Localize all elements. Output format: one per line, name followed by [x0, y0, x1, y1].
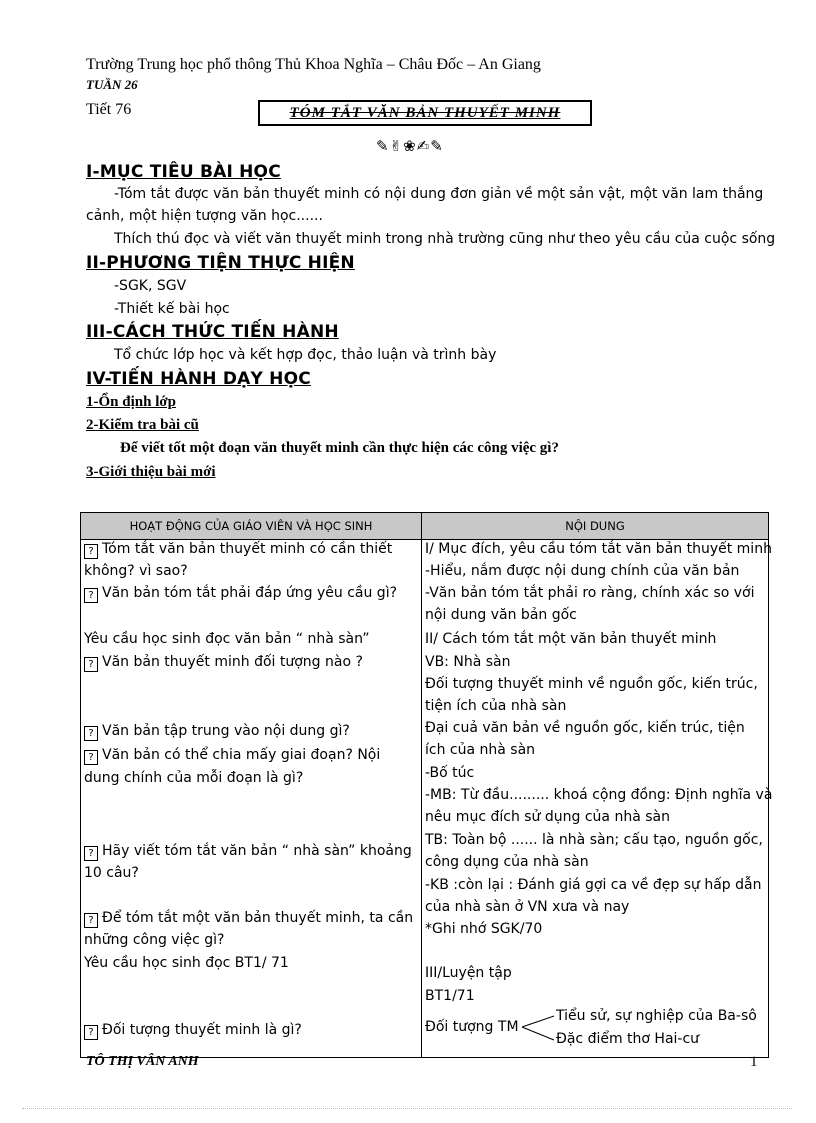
activity-line: ? Tóm tắt văn bản thuyết minh có cần thiết [84, 538, 414, 560]
table-header-content: NỘI DUNG [422, 513, 769, 540]
content-line: Đặc điểm thơ Hai-cư [556, 1031, 700, 1047]
objective-line: Thích thú đọc và viết văn thuyết minh trong nhà trường cũng như theo yêu cầu của cuộc sống [114, 231, 776, 247]
content-line: -Bố túc [425, 765, 475, 781]
subheading-stabilize: 1-Ổn định lớp [86, 394, 177, 410]
decorative-symbols: ✎✌❀✍✎ [376, 137, 444, 155]
period-label: Tiết 76 [86, 101, 132, 118]
content-line: *Ghi nhớ SGK/70 [425, 921, 543, 937]
content-line: của nhà sàn ở VN xưa và nay [425, 899, 630, 915]
section-heading-objectives: I-MỤC TIÊU BÀI HỌC [86, 162, 281, 182]
activity-line: ? Đối tượng thuyết minh là gì? [84, 1019, 414, 1041]
content-line: VB: Nhà sàn [425, 654, 511, 670]
activity-line: những công việc gì? [84, 932, 225, 948]
content-line: I/ Mục đích, yêu cầu tóm tắt văn bản thuyết minh [425, 541, 772, 557]
review-question: Để viết tốt một đoạn văn thuyết minh cần thực hiện các công việc gì? [120, 440, 559, 456]
question-icon: ? [84, 1025, 98, 1040]
activity-line: ? Văn bản tập trung vào nội dung gì? [84, 720, 414, 742]
activity-line: ? Hãy viết tóm tắt văn bản “ nhà sàn” khoảng [84, 840, 414, 862]
content-line: II/ Cách tóm tắt một văn bản thuyết minh [425, 631, 717, 647]
question-icon: ? [84, 726, 98, 741]
content-line: BT1/71 [425, 988, 475, 1004]
question-icon: ? [84, 846, 98, 861]
method-line: Tổ chức lớp học và kết hợp đọc, thảo luận và trình bày [114, 347, 497, 363]
content-line: -Văn bản tóm tắt phải ro ràng, chính xác so với [425, 585, 755, 601]
subheading-review: 2-Kiểm tra bài cũ [86, 417, 199, 433]
week-label: TUẦN 26 [86, 77, 138, 92]
section-heading-teaching: IV-TIẾN HÀNH DẠY HỌC [86, 369, 311, 389]
section-heading-method: III-CÁCH THỨC TIẾN HÀNH [86, 322, 339, 342]
question-icon: ? [84, 657, 98, 672]
question-icon: ? [84, 750, 98, 765]
content-line: -KB :còn lại : Đánh giá gợi ca về đẹp sự hấp dẫn [425, 877, 762, 893]
page-bottom-divider [22, 1108, 792, 1109]
content-line: nội dung văn bản gốc [425, 607, 577, 623]
activity-line: ? Để tóm tắt một văn bản thuyết minh, ta cần [84, 907, 414, 929]
content-line: ích của nhà sàn [425, 742, 536, 758]
content-line: tiện ích của nhà sàn [425, 698, 567, 714]
activity-line: ? Văn bản có thể chia mấy giai đoạn? Nội [84, 744, 414, 766]
activity-line: ? Văn bản tóm tắt phải đáp ứng yêu cầu gì? [84, 582, 414, 604]
content-line: TB: Toàn bộ ...... là nhà sàn; cấu tạo, nguồn gốc, [425, 832, 763, 848]
content-line: nêu mục đích sử dụng của nhà sàn [425, 809, 670, 825]
activity-line: ? Văn bản thuyết minh đối tượng nào ? [84, 651, 414, 673]
branch-lines [520, 1012, 556, 1046]
question-icon: ? [84, 544, 98, 559]
content-line: Đối tượng thuyết minh về nguồn gốc, kiến trúc, [425, 676, 758, 692]
activity-line: không? vì sao? [84, 563, 188, 579]
means-line: -SGK, SGV [114, 278, 187, 294]
content-line: Đại cuả văn bản về nguồn gốc, kiến trúc, tiện [425, 720, 745, 736]
page-number: 1 [750, 1054, 758, 1070]
content-line: Tiểu sử, sự nghiệp của Ba-sô [556, 1008, 757, 1024]
author-name: TÔ THỊ VÂN ANH [86, 1054, 199, 1069]
school-name: Trường Trung học phổ thông Thủ Khoa Nghĩa – Châu Đốc – An Giang [86, 56, 541, 73]
activity-line: Yêu cầu học sinh đọc văn bản “ nhà sàn” [84, 631, 370, 647]
activity-line: Yêu cầu học sinh đọc BT1/ 71 [84, 955, 289, 971]
section-heading-means: II-PHƯƠNG TIỆN THỰC HIỆN [86, 253, 355, 273]
question-icon: ? [84, 588, 98, 603]
subheading-intro: 3-Giới thiệu bài mới [86, 464, 216, 480]
activity-line: dung chính của mỗi đoạn là gì? [84, 770, 304, 786]
content-line: công dụng của nhà sàn [425, 854, 589, 870]
content-line: Đối tượng TM [425, 1019, 519, 1035]
objective-line: cảnh, một hiện tượng văn học...... [86, 208, 323, 224]
activity-line: 10 câu? [84, 865, 139, 881]
means-line: -Thiết kế bài học [114, 301, 230, 317]
content-line: III/Luyện tập [425, 965, 512, 981]
content-line: -MB: Từ đầu......... khoá cộng đồng: Định nghĩa và [425, 787, 773, 803]
lesson-title: TÓM TẮT VĂN BẢN THUYẾT MINH [258, 100, 592, 126]
question-icon: ? [84, 913, 98, 928]
content-line: -Hiểu, nắm được nội dung chính của văn bản [425, 563, 740, 579]
objective-line: -Tóm tắt được văn bản thuyết minh có nội dung đơn giản về một sản vật, một văn lam thắng [114, 186, 764, 202]
table-header-activities: HOẠT ĐỘNG CỦA GIÁO VIÊN VÀ HỌC SINH [81, 513, 422, 540]
